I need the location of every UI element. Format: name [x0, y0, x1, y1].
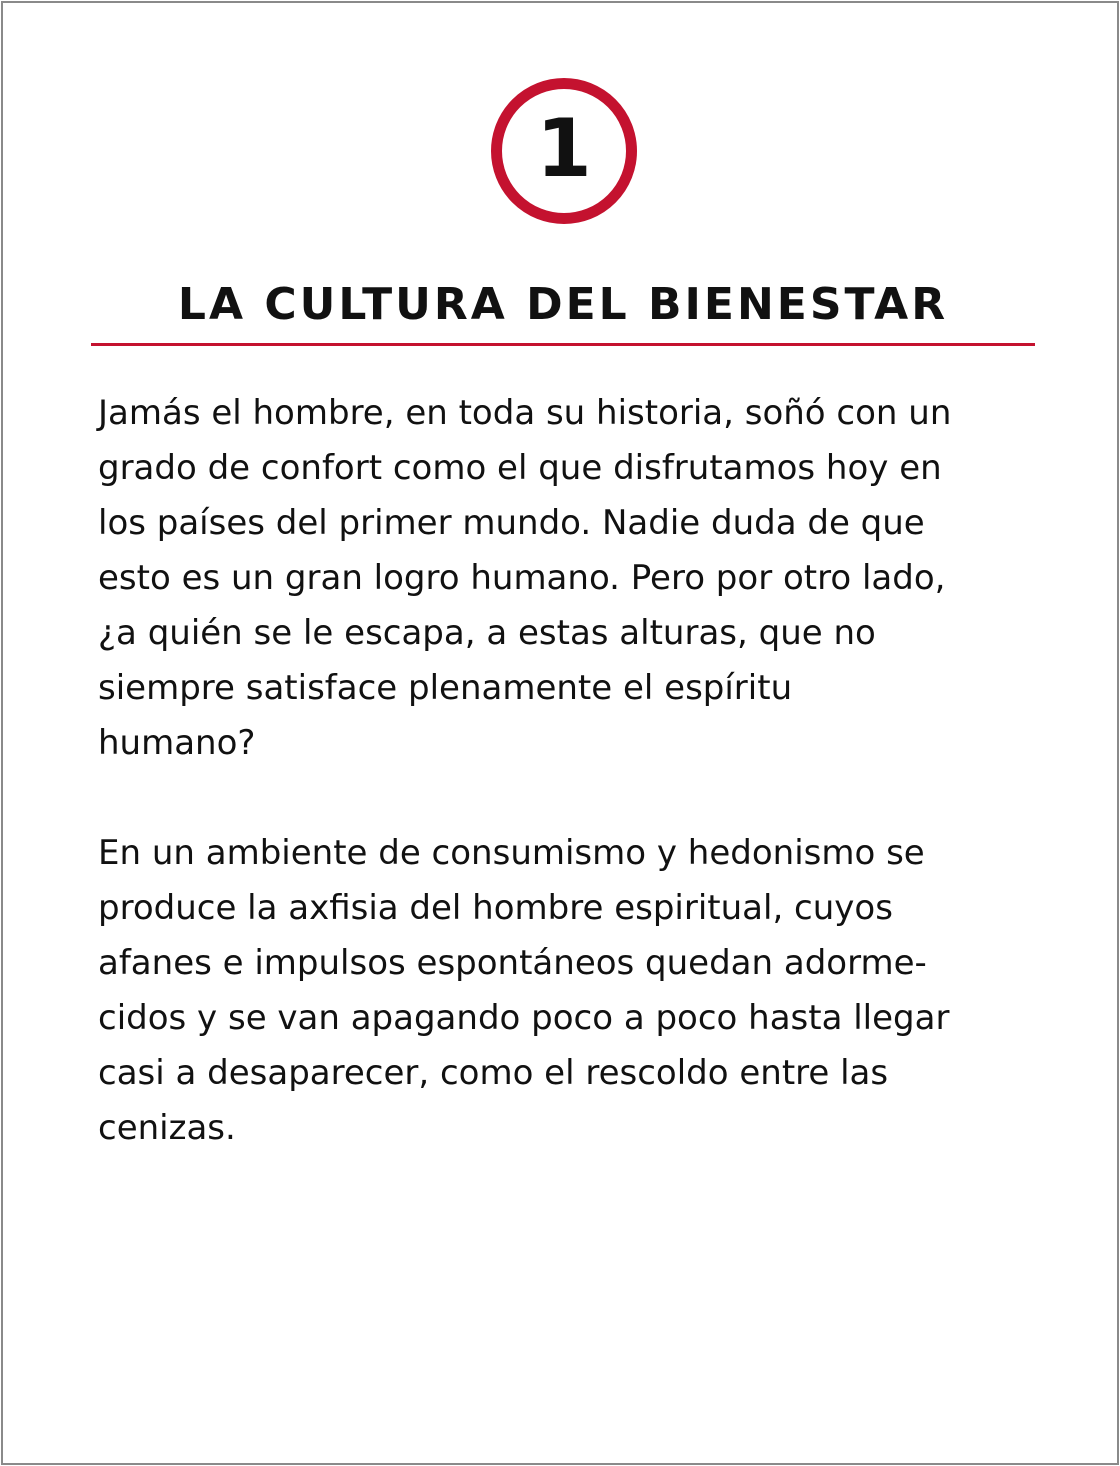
card — [1, 1, 1119, 1465]
title-divider — [91, 343, 1035, 346]
paragraph-1: Jamás el hombre, en toda su historia, soñó con un grado de confort como el que disfrutamos hoy en los países del primer mundo. Nadie duda de que esto es un gran logro humano. Pero por otro lado, ¿a quién se le escapa, a estas alturas, que no siempre satisface plenamente el espíritu humano? — [98, 393, 952, 763]
number-badge — [491, 78, 637, 224]
card-body — [98, 386, 1048, 1156]
paragraph-2: En un ambiente de consumismo y hedonismo se produce la axfisia del hombre espiritual, cuyos afanes e impulsos espontáneos quedan adorme- cidos y se van apagando poco a poco hasta llegar casi a desaparecer, como el rescoldo entre las cenizas. — [98, 833, 950, 1148]
card-title: LA CULTURA DEL BIENESTAR — [177, 279, 949, 330]
number-badge-label: 1 — [536, 102, 592, 195]
